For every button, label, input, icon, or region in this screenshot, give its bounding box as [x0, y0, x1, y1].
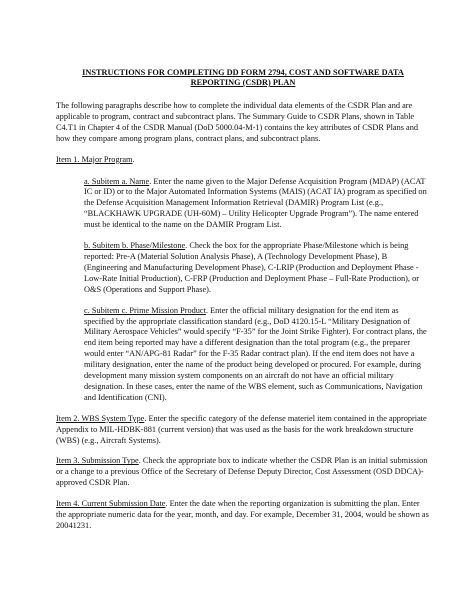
item1-subitem-b-text: . Check the box for the appropriate Phase/Milestone which is being reported: Pre-A (Material Solution Analysis Phase), A (Technology Development Phase), B (Engineering and Manufacturing Development Phase), C-LRIP (Production and Deployment Phase - Low-Rate Initial Production), C-FRP (Production and Deployment Phase – Full-Rate Production), or O&S (Operations and Support Phase). — [84, 241, 419, 294]
item2-label: Item 2. WBS System Type — [56, 413, 145, 423]
item1-subitem-b — [84, 241, 430, 296]
document-title: INSTRUCTIONS FOR COMPLETING DD FORM 2794, COST AND SOFTWARE DATA REPORTING (CSDR) PLAN — [82, 68, 404, 87]
item2-paragraph — [56, 414, 430, 447]
item1-subitem-b-label: b. Subitem b. Phase/Milestone — [84, 241, 186, 251]
item1-subitem-c — [84, 306, 430, 404]
item1-heading-label: Item 1. Major Program — [56, 154, 133, 164]
item1-heading — [56, 155, 430, 166]
item4-label: Item 4. Current Submission Date — [56, 499, 166, 509]
item4-paragraph — [56, 499, 430, 532]
item3-text: . Check the appropriate box to indicate whether the CSDR Plan is an initial submission or a change to a previous Office of the Secretary of Defense Deputy Director, Cost Assessment (OSD DDCA)-approved CSDR Plan. — [56, 456, 428, 488]
item3-label: Item 3. Submission Type — [56, 456, 139, 466]
item1-subitem-a-label: a. Subitem a. Name — [84, 176, 150, 186]
item1-subitem-a — [84, 177, 430, 232]
item1-subitem-c-text: . Enter the official military designation for the end item as specified by the appropriate classification standard (e.g., DoD 4120.15-L “Military Designation of Military Aerospace Vehicles” would specify “F-35” for the Joint Strike Fighter). For contract plans, the end item being reported may have a different designation than the total program (e.g., the preparer would enter “AN/APG-81 Radar” for the F-35 Radar contract plan). If the end item does not have a military designation, enter the name of the product being developed or procured. For example, during development many mission system components on an aircraft do not have an official military designation. In these cases, enter the name of the WBS element, such as Communications, Navigation and Identification (CNI). — [84, 305, 427, 402]
item1-heading-suffix: . — [132, 154, 135, 164]
item1-subitem-a-text: . Enter the name given to the Major Defense Acquisition Program (MDAP) (ACAT IC or ID) or to the Major Automated Information Systems (MAIS) (ACAT IA) program as specified on the Defense Acquisition Management Information Retrieval (DAMIR) Program List (e.g., “BLACKHAWK UPGRADE (UH-60M) – Utility Helicopter Upgrade Program”). The name entered must be identical to the name on the DAMIR Program List. — [84, 176, 427, 230]
item4-text: . Enter the date when the reporting organization is submitting the plan. Enter the appropriate numeric data for the year, month, and day. For example, December 31, 2004, would be shown as 20041231. — [56, 499, 429, 530]
item2-text: . Enter the specific category of the defense materiel item contained in the appropriate Appendix to MIL-HDBK-881 (current version) that was used as the basis for the work breakdown structure (WBS) (e.g., Aircraft Systems). — [56, 413, 427, 445]
intro-paragraph: The following paragraphs describe how to complete the individual data elements of the CSDR Plan and are applicable to program, contract and subcontract plans. The Summary Guide to CSDR Plans, shown in Table C4.T1 in Chapter 4 of the CSDR Manual (DoD 5000.04-M-1) contains the key attributes of CSDR Plans and how they compare among program plans, contract plans, and subcontract plans. — [56, 101, 419, 143]
item1-subitem-c-label: c. Subitem c. Prime Mission Product — [84, 305, 206, 315]
item3-paragraph — [56, 456, 430, 489]
